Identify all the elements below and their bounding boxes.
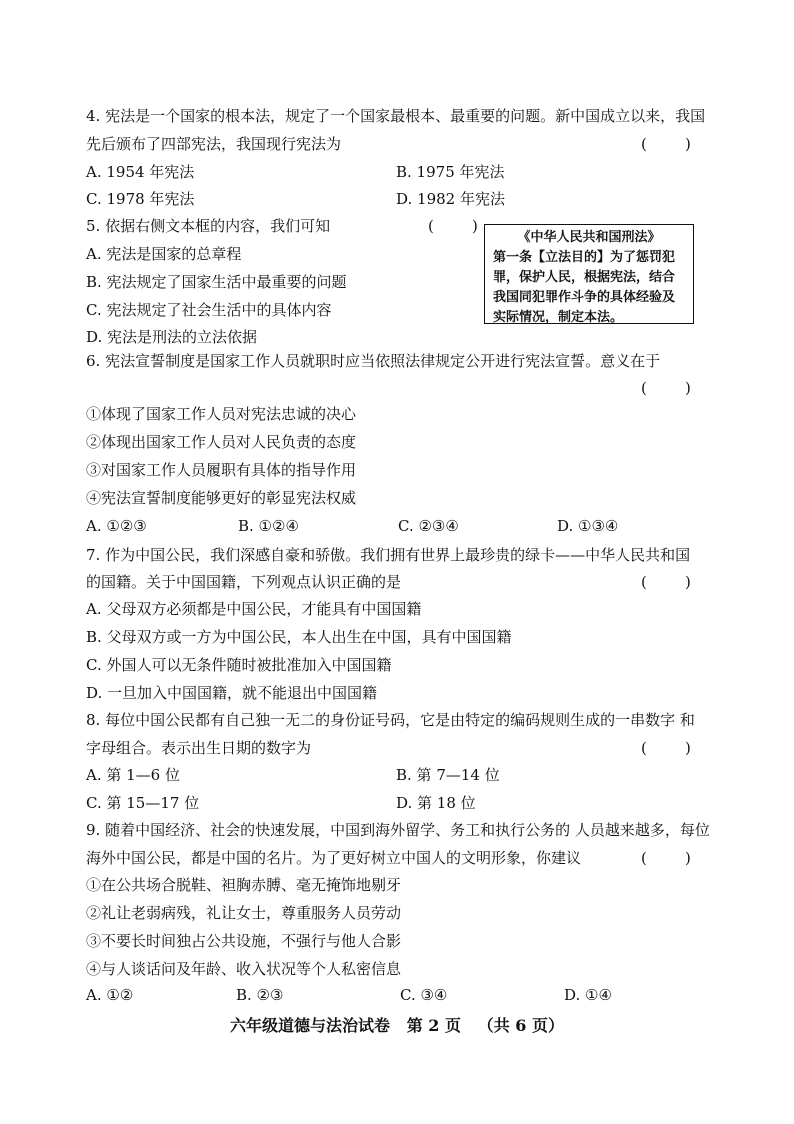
statement-1: ①体现了国家工作人员对宪法忠诚的决心 (86, 405, 357, 423)
statement-1: ①在公共场合脱鞋、袒胸赤膊、毫无掩饰地剔牙 (86, 876, 402, 894)
option-c: C. ②③④ (398, 517, 459, 535)
question-stem-line: 6. 宪法宣誓制度是国家工作人员就职时应当依照法律规定公开进行宪法宣誓。意义在于 (86, 352, 661, 370)
law-excerpt-line: 第一条【立法目的】为了惩罚犯 (493, 250, 676, 265)
option-b: B. ②③ (236, 986, 284, 1004)
page-footer: 六年级道德与法治试卷 第 2 页 （共 6 页） (230, 1016, 564, 1035)
law-excerpt-title: 《中华人民共和国刑法》 (517, 230, 661, 245)
option-b: B. 第 7—14 位 (396, 766, 500, 784)
question-stem-line: 字母组合。表示出生日期的数字为 (86, 739, 312, 757)
option-d: D. 一旦加入中国国籍，就不能退出中国国籍 (86, 684, 378, 702)
option-d: D. 1982 年宪法 (396, 190, 505, 208)
option-d: D. ①④ (564, 986, 612, 1004)
answer-parenthesis: ( ) (641, 573, 691, 591)
question-stem-line: 7. 作为中国公民，我们深感自豪和骄傲。我们拥有世界上最珍贵的绿卡——中华人民共和国 (86, 546, 691, 564)
option-d: D. 第 18 位 (396, 794, 476, 812)
question-stem-line: 的国籍。关于中国国籍，下列观点认识正确的是 (86, 573, 402, 591)
answer-parenthesis: ( ) (641, 849, 691, 867)
question-stem-line: 先后颁布了四部宪法，我国现行宪法为 (86, 135, 342, 153)
option-c: C. 1978 年宪法 (86, 190, 195, 208)
answer-parenthesis: ( ) (641, 135, 691, 153)
answer-parenthesis: ( ) (641, 739, 691, 757)
statement-2: ②体现出国家工作人员对人民负责的态度 (86, 433, 357, 451)
question-stem-line: 9. 随着中国经济、社会的快速发展，中国到海外留学、务工和执行公务的 人员越来越多，每位 (86, 821, 710, 839)
option-c: C. ③④ (400, 986, 448, 1004)
statement-3: ③不要长时间独占公共设施，不强行与他人合影 (86, 932, 402, 950)
option-c: C. 外国人可以无条件随时被批准加入中国国籍 (86, 656, 392, 674)
law-excerpt-box (484, 224, 694, 324)
option-c: C. 第 15—17 位 (86, 794, 200, 812)
statement-4: ④宪法宣誓制度能够更好的彰显宪法权威 (86, 489, 357, 507)
question-stem-line: 4. 宪法是一个国家的根本法，规定了一个国家最根本、最重要的问题。新中国成立以来，我国 (86, 107, 706, 125)
option-b: B. ①②④ (238, 517, 299, 535)
option-b: B. 宪法规定了国家生活中最重要的问题 (86, 273, 347, 291)
option-b: B. 1975 年宪法 (396, 163, 505, 181)
question-stem-line: 5. 依据右侧文本框的内容，我们可知 (86, 217, 331, 235)
question-stem-line: 海外中国公民，都是中国的名片。为了更好树立中国人的文明形象，你建议 (86, 849, 582, 867)
statement-2: ②礼让老弱病残，礼让女士，尊重服务人员劳动 (86, 904, 402, 922)
option-b: B. 父母双方或一方为中国公民，本人出生在中国，具有中国国籍 (86, 628, 512, 646)
option-a: A. 父母双方必须都是中国公民，才能具有中国国籍 (86, 600, 422, 618)
option-a: A. 宪法是国家的总章程 (86, 245, 242, 263)
statement-4: ④与人谈话问及年龄、收入状况等个人私密信息 (86, 960, 402, 978)
question-stem-line: 8. 每位中国公民都有自己独一无二的身份证号码，它是由特定的编码规则生成的一串数字 和 (86, 711, 695, 729)
option-a: A. ①②③ (86, 517, 147, 535)
answer-parenthesis: ( ) (428, 217, 478, 235)
option-a: A. ①② (86, 986, 134, 1004)
option-a: A. 第 1—6 位 (86, 766, 180, 784)
option-d: D. ①③④ (557, 517, 619, 535)
law-excerpt-line: 实际情况，制定本法。 (493, 310, 624, 325)
answer-parenthesis: ( ) (641, 379, 691, 397)
statement-3: ③对国家工作人员履职有具体的指导作用 (86, 461, 357, 479)
option-a: A. 1954 年宪法 (86, 163, 195, 181)
law-excerpt-line: 罪，保护人民，根据宪法，结合 (493, 270, 676, 285)
option-d: D. 宪法是刑法的立法依据 (86, 328, 258, 346)
law-excerpt-line: 我国同犯罪作斗争的具体经验及 (493, 290, 676, 305)
option-c: C. 宪法规定了社会生活中的具体内容 (86, 301, 332, 319)
